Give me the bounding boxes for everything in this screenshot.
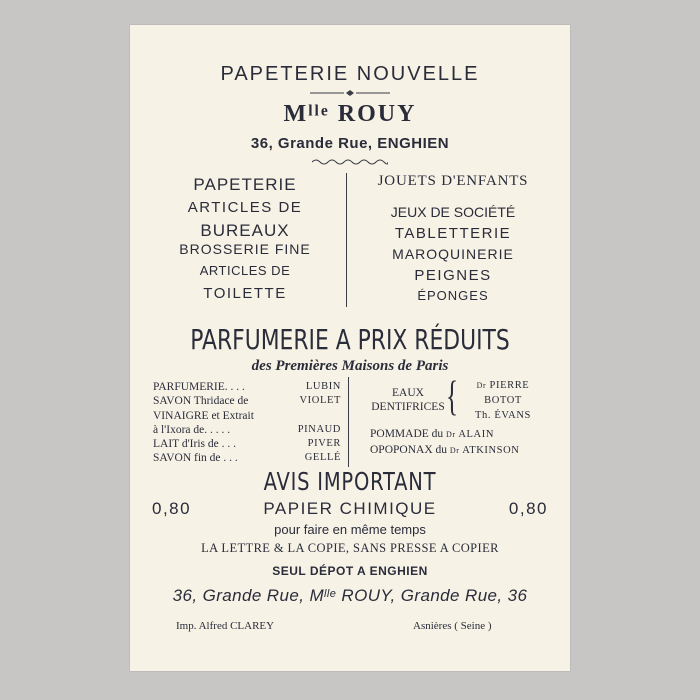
product-row: à l'Ixora de. . . . . PINAUD xyxy=(153,423,341,436)
shop-title: PAPETERIE NOUVELLE xyxy=(220,63,480,85)
printer-credit: Imp. Alfred CLAREY xyxy=(176,620,275,632)
left-item: BROSSERIE FINE xyxy=(179,241,311,257)
products-left xyxy=(153,380,341,466)
right-item: ÉPONGES xyxy=(417,288,489,303)
right-column-list xyxy=(352,173,554,309)
eaux-label: EAUX DENTIFRICES xyxy=(371,387,445,413)
left-column-list xyxy=(160,175,330,307)
title-flourish xyxy=(310,89,390,97)
price-left: 0,80 xyxy=(152,499,192,518)
product-row: SAVON fin de . . . GELLÉ xyxy=(153,452,341,465)
column-divider-bottom xyxy=(348,377,349,467)
notice-line-2: LA LETTRE & LA COPIE, SANS PRESSE A COPIER xyxy=(201,541,499,555)
right-item: PEIGNES xyxy=(414,267,492,284)
product-name: PAPIER CHIMIQUE xyxy=(263,499,437,518)
notice-line-3: SEUL DÉPOT A ENGHIEN xyxy=(272,564,428,578)
product-row: VINAIGRE et Extrait xyxy=(153,409,254,422)
notice-price-row xyxy=(152,499,548,519)
parfumerie-heading: PARFUMERIE A PRIX RÉDUITS xyxy=(190,323,510,356)
left-item: BUREAUX xyxy=(200,221,290,240)
trade-card xyxy=(130,25,570,671)
right-item: TABLETTERIE xyxy=(394,225,512,242)
notice-line-1: pour faire en même temps xyxy=(274,522,426,537)
left-item: ARTICLES DE xyxy=(187,199,303,216)
parfumerie-subheading: des Premières Maisons de Paris xyxy=(251,358,449,374)
product-row: SAVON Thridace de VIOLET xyxy=(153,395,341,408)
price-right: 0,80 xyxy=(508,499,548,518)
right-item: JOUETS D'ENFANTS xyxy=(377,173,529,189)
left-item: TOILETTE xyxy=(203,285,287,302)
product-row: PARFUMERIE. . . . LUBIN xyxy=(153,381,341,393)
column-divider-top xyxy=(346,173,347,307)
notice-heading: AVIS IMPORTANT xyxy=(263,467,437,496)
notice-address: 36, Grande Rue, $M^{lle}$ ROUY, Grande Rue, 36 xyxy=(172,586,528,605)
left-item: ARTICLES DE xyxy=(199,263,291,278)
product-row: LAIT d'Iris de . . . PIVER xyxy=(153,438,341,451)
right-item: MAROQUINERIE xyxy=(392,246,514,262)
right-item: JEUX DE SOCIÉTÉ xyxy=(390,204,516,220)
proprietor-name: $M^{lle}$ ROUY xyxy=(283,101,417,127)
pommade-row: POMMADE du Dr ALAIN xyxy=(370,428,495,440)
printer-city: Asnières ( Seine ) xyxy=(413,620,492,632)
eaux-brands: Dr PIERRE BOTOT Th. ÉVANS xyxy=(475,380,531,421)
left-item: PAPETERIE xyxy=(193,175,297,194)
shop-address: 36, Grande Rue, ENGHIEN xyxy=(250,135,450,152)
brace: { xyxy=(446,374,459,420)
wavy-divider xyxy=(312,158,388,166)
opoponax-row: OPOPONAX du Dr ATKINSON xyxy=(370,444,520,456)
